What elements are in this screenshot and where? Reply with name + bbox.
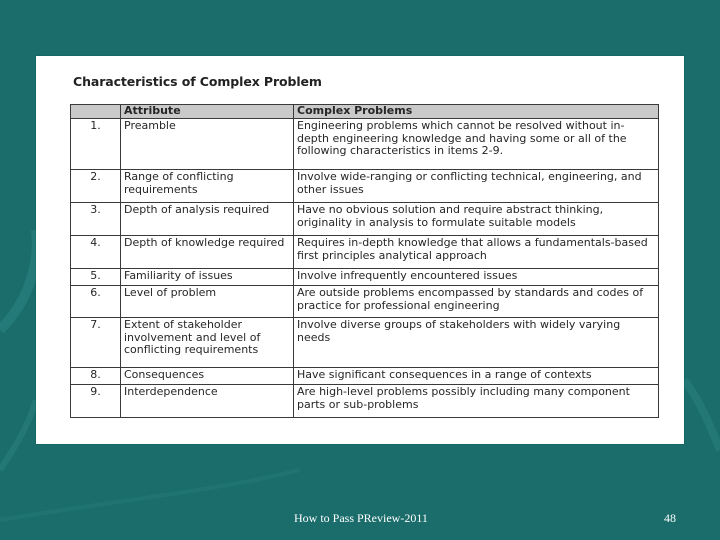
row-attribute: Interdependence [121, 385, 294, 418]
row-number: 6. [71, 286, 121, 318]
footer-text: How to Pass PReview-2011 [294, 511, 428, 525]
table-row [71, 286, 659, 318]
row-number: 4. [71, 236, 121, 269]
page-number: 48 [664, 511, 676, 525]
row-number: 9. [71, 385, 121, 418]
header-complex-problems: Complex Problems [294, 105, 659, 119]
row-attribute: Extent of stakeholder involvement and level of conflicting requirements [121, 318, 294, 368]
row-attribute: Preamble [121, 119, 294, 170]
row-number: 8. [71, 368, 121, 385]
header-attribute: Attribute [121, 105, 294, 119]
row-number: 2. [71, 170, 121, 203]
table-row [71, 368, 659, 385]
row-number: 5. [71, 269, 121, 286]
table-row [71, 385, 659, 418]
row-description: Are high-level problems possibly including many component parts or sub-problems [294, 385, 659, 418]
row-number: 3. [71, 203, 121, 236]
row-attribute: Range of conflicting requirements [121, 170, 294, 203]
header-number [71, 105, 121, 119]
row-attribute: Depth of knowledge required [121, 236, 294, 269]
document-title: Characteristics of Complex Problem [73, 74, 322, 89]
scanned-document [36, 56, 684, 444]
row-description: Involve diverse groups of stakeholders with widely varying needs [294, 318, 659, 368]
row-description: Engineering problems which cannot be resolved without in-depth engineering knowledge and having some or all of the following characteristics in items 2-9. [294, 119, 659, 170]
table-row [71, 203, 659, 236]
row-description: Involve wide-ranging or conflicting technical, engineering, and other issues [294, 170, 659, 203]
row-attribute: Consequences [121, 368, 294, 385]
row-attribute: Familiarity of issues [121, 269, 294, 286]
table-row [71, 170, 659, 203]
row-description: Have significant consequences in a range of contexts [294, 368, 659, 385]
table-row [71, 318, 659, 368]
row-description: Requires in-depth knowledge that allows a fundamentals-based first principles analytical approach [294, 236, 659, 269]
table-row [71, 119, 659, 170]
row-attribute: Depth of analysis required [121, 203, 294, 236]
row-attribute: Level of problem [121, 286, 294, 318]
row-number: 1. [71, 119, 121, 170]
row-number: 7. [71, 318, 121, 368]
characteristics-table [70, 104, 659, 418]
row-description: Involve infrequently encountered issues [294, 269, 659, 286]
table-row [71, 236, 659, 269]
row-description: Have no obvious solution and require abstract thinking, originality in analysis to formulate suitable models [294, 203, 659, 236]
table-header-row [71, 105, 659, 119]
table-row [71, 269, 659, 286]
row-description: Are outside problems encompassed by standards and codes of practice for professional engineering [294, 286, 659, 318]
